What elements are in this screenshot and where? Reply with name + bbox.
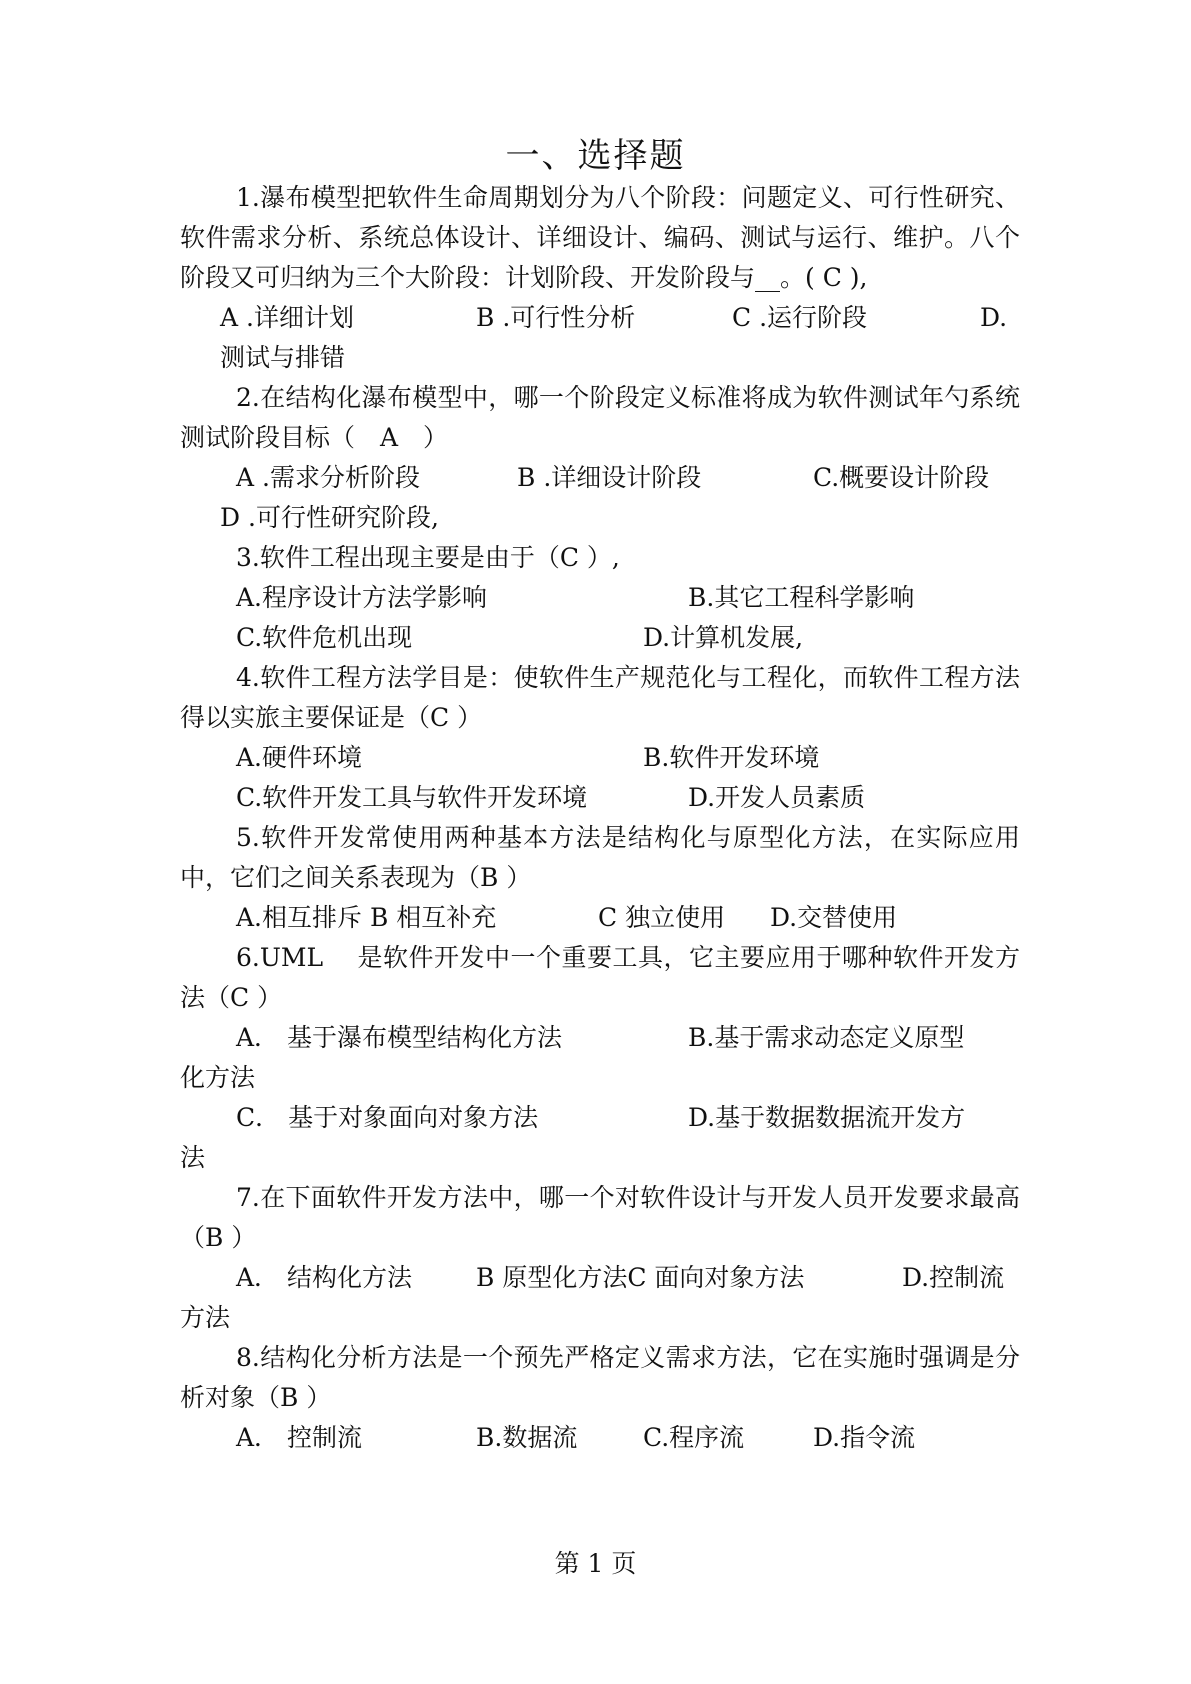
option-a: A .详细计划 xyxy=(220,303,354,332)
option-d: D .可行性研究阶段, xyxy=(220,503,439,532)
question-3: 3.软件工程出现主要是由于（C ）, xyxy=(236,543,620,572)
option-d: D.指令流 xyxy=(813,1423,916,1452)
options-row xyxy=(180,898,1020,938)
option-c: C.概要设计阶段 xyxy=(813,463,990,492)
options-row xyxy=(180,1418,1020,1458)
option-continuation: 化方法 xyxy=(180,1063,256,1092)
option-b: B.软件开发环境 xyxy=(643,743,820,772)
option-ab: A.相互排斥 B 相互补充 xyxy=(236,903,497,932)
option-d: D.计算机发展, xyxy=(643,623,804,652)
question-list xyxy=(180,178,1020,1458)
option-d: D. xyxy=(980,303,1008,332)
option-continuation: 法 xyxy=(180,1143,206,1172)
options-row xyxy=(180,458,1020,498)
options-row xyxy=(180,1018,1020,1058)
question-1: 1.瀑布模型把软件生命周期划分为八个阶段：问题定义、可行性研究、软件需求分析、系统总体设计、详细设计、编码、测试与运行、维护。八个阶段又可归纳为三个大阶段：计划阶段、开发阶段与__。( C ), xyxy=(180,183,1020,292)
options-row xyxy=(180,618,1020,658)
question-5: 5.软件开发常使用两种基本方法是结构化与原型化方法，在实际应用中，它们之间关系表现为（B ） xyxy=(180,823,1020,892)
options-row xyxy=(180,1098,1020,1138)
option-a: A． 基于瀑布模型结构化方法 xyxy=(236,1023,563,1052)
option-d: D.交替使用 xyxy=(770,903,898,932)
option-c: C 独立使用 xyxy=(598,903,726,932)
options-row xyxy=(180,778,1020,818)
option-d: D.控制流 xyxy=(902,1263,1005,1292)
option-continuation: 测试与排错 xyxy=(220,343,346,372)
option-b: B .详细设计阶段 xyxy=(517,463,702,492)
option-d: D.基于数据数据流开发方 xyxy=(688,1103,966,1132)
question-4: 4.软件工程方法学目是：使软件生产规范化与工程化，而软件工程方法得以实旅主要保证是（C ） xyxy=(180,663,1020,732)
option-b: B.数据流 xyxy=(476,1423,578,1452)
page-title: 一、选择题 xyxy=(505,136,686,176)
option-a: A． 结构化方法 xyxy=(236,1263,413,1292)
options-row xyxy=(180,738,1020,778)
option-bc: B 原型化方法C 面向对象方法 xyxy=(476,1263,805,1292)
options-row xyxy=(180,298,1020,338)
options-row xyxy=(180,1258,1020,1298)
option-c: C.程序流 xyxy=(643,1423,745,1452)
option-c: C .运行阶段 xyxy=(732,303,868,332)
option-b: B.其它工程科学影响 xyxy=(688,583,915,612)
question-8: 8.结构化分析方法是一个预先严格定义需求方法，它在实施时强调是分析对象（B ） xyxy=(180,1343,1020,1412)
option-a: A .需求分析阶段 xyxy=(236,463,420,492)
page-number: 第 1 页 xyxy=(554,1549,637,1578)
question-6: 6.UML 是软件开发中一个重要工具，它主要应用于哪种软件开发方法（C ） xyxy=(180,943,1020,1012)
option-a: A． 控制流 xyxy=(236,1423,363,1452)
option-continuation: 方法 xyxy=(180,1303,231,1332)
question-2: 2.在结构化瀑布模型中，哪一个阶段定义标准将成为软件测试年勺系统测试阶段目标（ A ） xyxy=(180,383,1020,452)
option-c: C． 基于对象面向对象方法 xyxy=(236,1103,539,1132)
option-b: B.基于需求动态定义原型 xyxy=(688,1023,965,1052)
option-b: B .可行性分析 xyxy=(476,303,636,332)
option-c: C.软件危机出现 xyxy=(236,623,413,652)
question-7: 7.在下面软件开发方法中，哪一个对软件设计与开发人员开发要求最高（B ） xyxy=(180,1183,1020,1252)
option-c: C.软件开发工具与软件开发环境 xyxy=(236,783,588,812)
option-d: D.开发人员素质 xyxy=(688,783,866,812)
options-row xyxy=(180,498,1020,538)
options-row xyxy=(180,578,1020,618)
option-a: A.硬件环境 xyxy=(236,743,363,772)
option-a: A.程序设计方法学影响 xyxy=(236,583,488,612)
